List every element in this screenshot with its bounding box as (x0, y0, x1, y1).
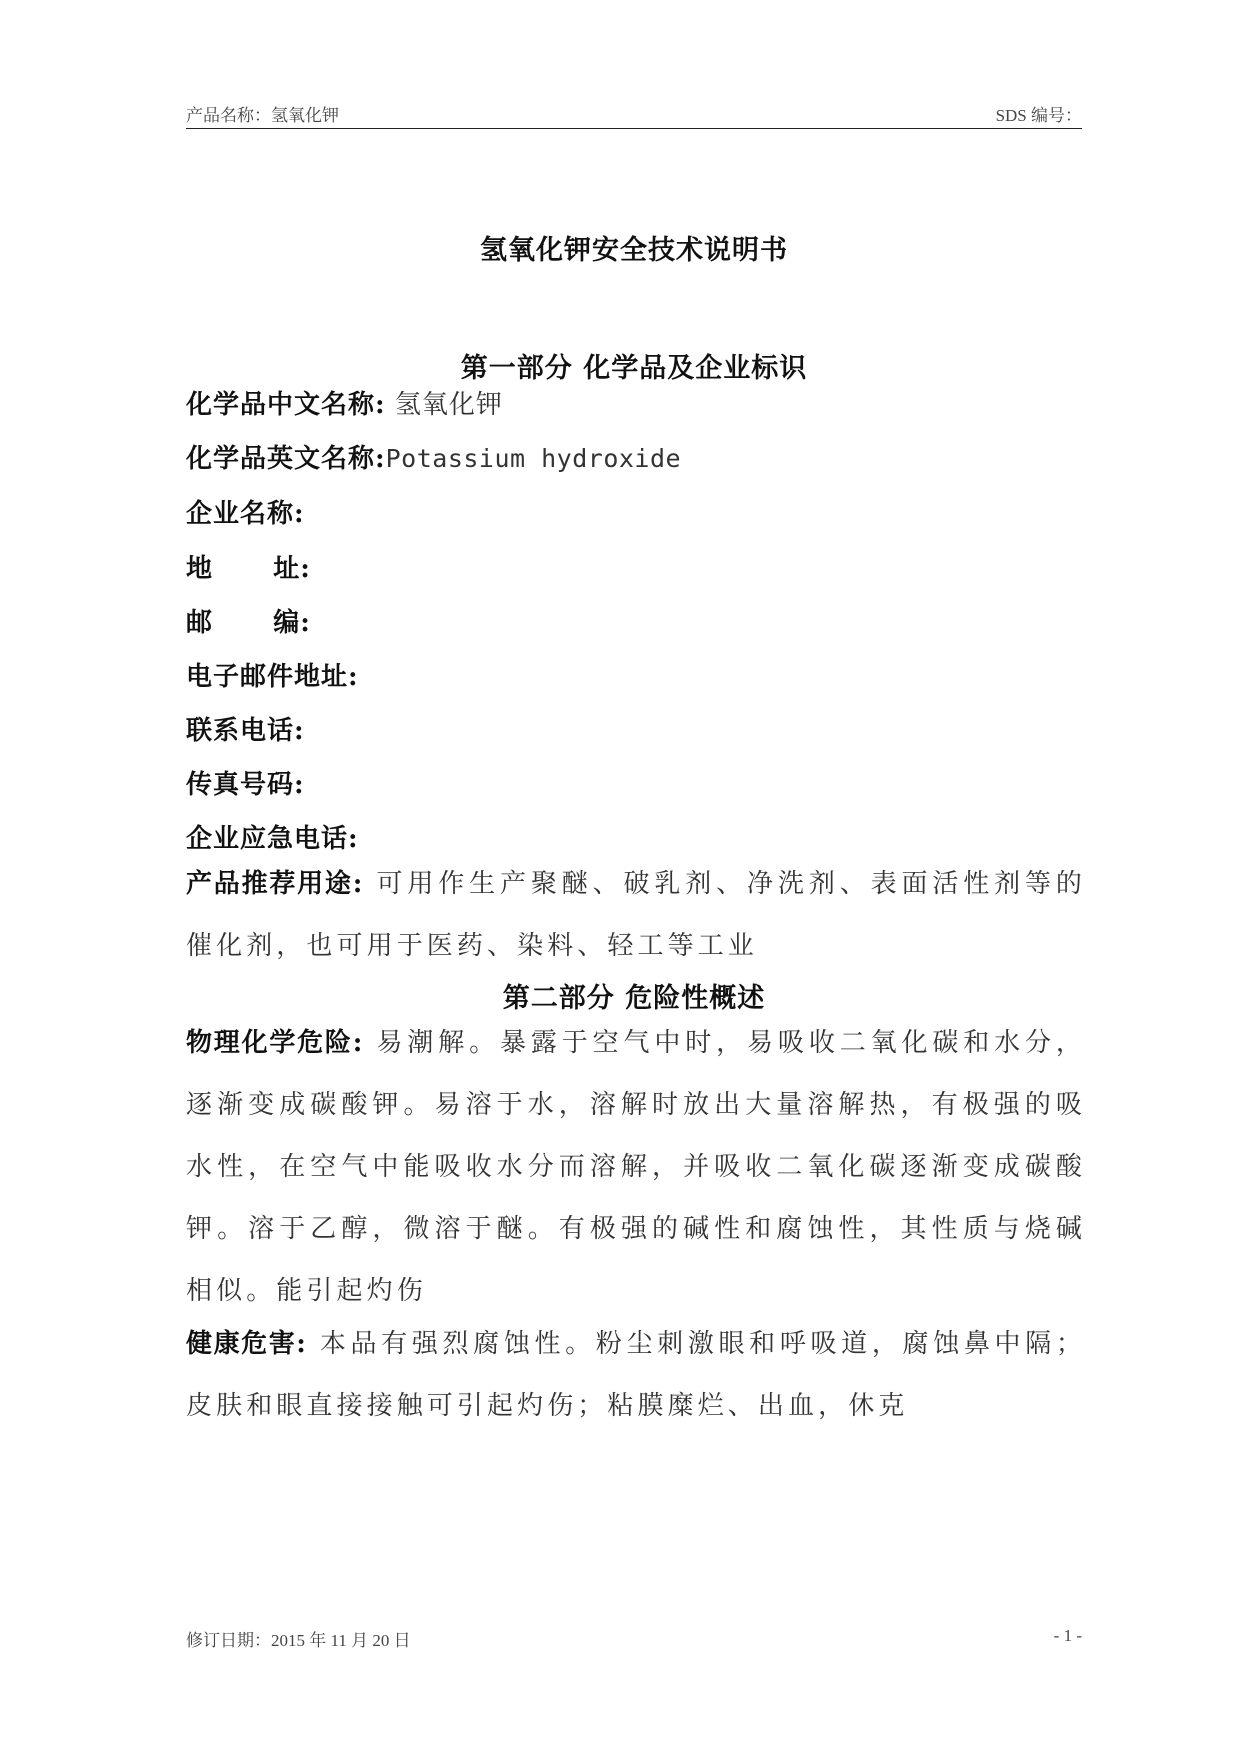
chinese-name-label: 化学品中文名称: (186, 390, 386, 420)
revision-date: 修订日期：2015 年 11 月 20 日 (186, 1631, 411, 1650)
health-hazard-paragraph (186, 1313, 1086, 1437)
health-hazard-label: 健康危害: (186, 1329, 307, 1359)
sds-number-header: SDS 编号： (995, 106, 1082, 125)
usage-label: 产品推荐用途: (186, 869, 364, 899)
postcode-label: 邮 编: (186, 608, 311, 638)
chinese-name-row (186, 384, 1086, 421)
document-title: 氢氧化钾安全技术说明书 (480, 235, 788, 266)
chinese-name-value: 氢氧化钾 (394, 390, 503, 420)
english-name-label: 化学品英文名称: (186, 444, 386, 474)
company-name-label: 企业名称: (186, 499, 305, 529)
fax-label: 传真号码: (186, 770, 305, 800)
emergency-phone-row (186, 818, 1086, 855)
physchem-hazard-value: 易潮解。暴露于空气中时，易吸收二氧化碳和水分，逐渐变成碳酸钾。易溶于水，溶解时放出大量溶解热，有极强的吸水性，在空气中能吸收水分而溶解，并吸收二氧化碳逐渐变成碳酸钾。溶于乙醇，微溶于醚。有极强的碱性和腐蚀性，其性质与烧碱相似。能引起灼伤 (186, 1028, 1086, 1306)
company-name-row (186, 493, 1086, 530)
section-heading-part1: 第一部分 化学品及企业标识 (460, 353, 808, 384)
email-row (186, 656, 1086, 693)
address-row (186, 548, 1086, 585)
postcode-row (186, 602, 1086, 639)
phone-label: 联系电话: (186, 716, 305, 746)
english-name-value: Potassium hydroxide (385, 444, 682, 473)
recommended-usage-paragraph (186, 853, 1086, 977)
health-hazard-value: 本品有强烈腐蚀性。粉尘刺激眼和呼吸道，腐蚀鼻中隔；皮肤和眼直接接触可引起灼伤；粘膜糜烂、出血，休克 (186, 1329, 1086, 1421)
header-divider (186, 128, 1082, 129)
address-label: 地 址: (186, 554, 311, 584)
usage-value: 可用作生产聚醚、破乳剂、净洗剂、表面活性剂等的催化剂，也可用于医药、染料、轻工等工业 (186, 869, 1086, 961)
email-label: 电子邮件地址: (186, 662, 359, 692)
physchem-hazard-label: 物理化学危险: (186, 1028, 364, 1058)
phone-row (186, 710, 1086, 747)
page-number: - 1 - (1053, 1626, 1082, 1645)
physchem-hazard-paragraph (186, 1012, 1086, 1322)
product-name-header: 产品名称：氢氧化钾 (186, 106, 339, 125)
section-heading-part2: 第二部分 危险性概述 (502, 983, 766, 1014)
fax-row (186, 764, 1086, 801)
emergency-phone-label: 企业应急电话: (186, 824, 359, 854)
english-name-row (186, 438, 1086, 475)
